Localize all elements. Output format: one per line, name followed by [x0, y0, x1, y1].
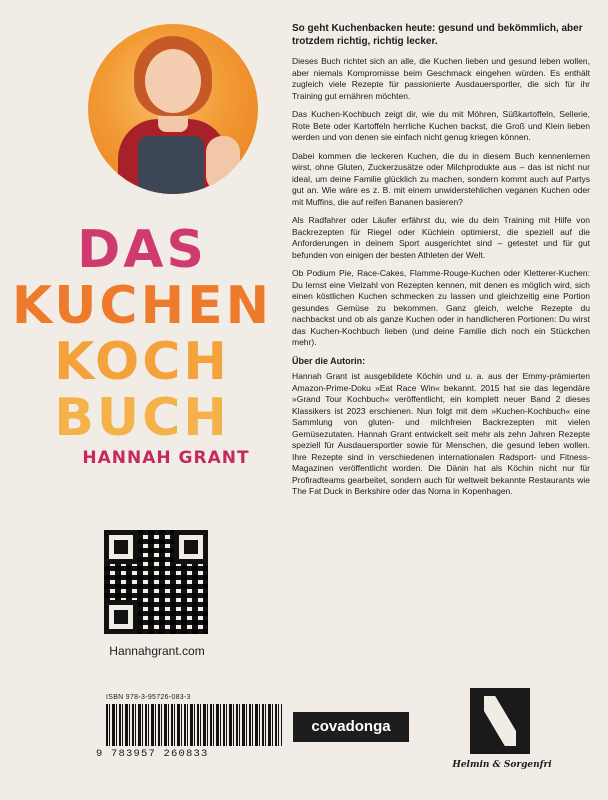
about-author-text: Hannah Grant ist ausgebildete Köchin und u. a. aus der Emmy-prämierten Amazon-Prime-Doku »Eat Race Win« bekannt. 2015 hat sie das legendäre »Grand Tour Kochbuch« veröffentlicht, ein komplett neuer Band 2 dieses Klassikers ist 2023 erschienen. Nun folgt mit dem »Kuchen-Kochbuch« eine Sammlung von gluten- und milchfreien Backrezepten mit vielen Gemüsezutaten. Hannah Grant entwickelt seit mehr als zehn Jahren Rezepte speziell für Ausdauersportler sowie für Menschen, die gesund leben wollen. Ihre Rezepte sind in verschiedenen internationalen Radsport- und Fitness-Magazinen veröffentlicht worden. Die Dänin hat als Köchin nicht nur für Profiradteams gearbeitet, sondern auch für weltweit bekannte Restaurants wie The Fat Duck in Berkshire oder das Noma in Kopenhagen.	[292, 371, 590, 496]
isbn-barcode	[106, 704, 282, 746]
blurb-paragraph-5: Ob Podium Pie, Race-Cakes, Flamme-Rouge-Kuchen oder Kletterer-Kuchen: Du lernst eine Vielzahl von Rezepten kennen, mit denen es möglich wird, sich einen köstlichen Kuchen schmecken zu lassen und gleichzeitig eine Portion gesundes Gemüse zu bekommen. Ganz gleich, welche Rezepte du nachbackst und ob als ganze Kuchen oder in handlicheren Portionen: Du wirst das Kuchen-Kochbuch lieben (und deine Familie dich noch ein Stückchen mehr).	[292, 268, 590, 347]
blurb-intro: So geht Kuchenbacken heute: gesund und bekömmlich, aber trotzdem richtig, richtig lecker.	[292, 23, 583, 47]
barcode-digits: 9 783957 260833	[96, 748, 209, 760]
about-author-heading: Über die Autorin:	[292, 355, 366, 366]
qr-finder-bottom-left	[104, 600, 138, 634]
imprint-name: Helmin & Sorgenfri	[452, 760, 552, 770]
blurb-paragraph-3: Dabei kommen die leckeren Kuchen, die du in diesem Buch kennenlernen wirst, ohne Gluten, Zuckerzusätze oder Milchprodukte aus – das ist nicht nur ideal, um deine Familie glücklich zu machen, sondern kommt auch auf Partys gut an. Wie wäre es z. B. mit einem unwiderstehlichen veganen Kuchen oder mit Muffins, die auf reifen Bananen basieren?	[292, 150, 590, 207]
title-line-2: KUCHEN	[11, 276, 273, 336]
blurb-paragraph-1: Dieses Buch richtet sich an alle, die Kuchen lieben und gesund leben wollen, aber niemals Kompromisse beim Geschmack eingehen würden. Es enthält zugleich viele Rezepte für passionierte Ausdauersportler, die sich für ihr Training gut ernähren möchten.	[292, 56, 590, 101]
imprint-logo-icon	[470, 688, 530, 754]
back-cover-left-column	[0, 0, 280, 800]
author-website[interactable]: Hannahgrant.com	[109, 644, 205, 658]
blurb-paragraph-4: Als Radfahrer oder Läufer erfährst du, wie du dein Training mit Hilfe von Backrezepten für Riegel oder Küchlein optimierst, die speziell auf die Anforderungen in deinem Sport ausgerichtet sind – getestet und für gut befunden von einigen der besten Athleten der Welt.	[292, 215, 590, 260]
title-line-4: BUCH	[54, 388, 230, 448]
portrait-arm	[206, 136, 240, 192]
publisher-logo: covadonga	[293, 712, 409, 742]
author-portrait	[88, 24, 258, 194]
book-title	[0, 222, 284, 446]
isbn-label: ISBN 978-3-95726-083-3	[106, 694, 191, 701]
qr-finder-top-left	[104, 530, 138, 564]
qr-finder-top-right	[174, 530, 208, 564]
title-line-1: DAS	[77, 220, 207, 280]
qr-code[interactable]	[104, 530, 208, 634]
portrait-apron	[138, 136, 204, 194]
title-line-3: KOCH	[54, 332, 230, 392]
blurb-text-column	[292, 22, 590, 505]
blurb-paragraph-2: Das Kuchen-Kochbuch zeigt dir, wie du mit Möhren, Süßkartoffeln, Sellerie, Rote Bete oder Kartoffeln herrliche Kuchen backst, die Groß und Klein lieben werden und von denen sie einfach nicht genug kriegen können.	[292, 109, 590, 142]
author-name: HANNAH GRANT	[82, 448, 250, 468]
portrait-face	[145, 49, 201, 113]
